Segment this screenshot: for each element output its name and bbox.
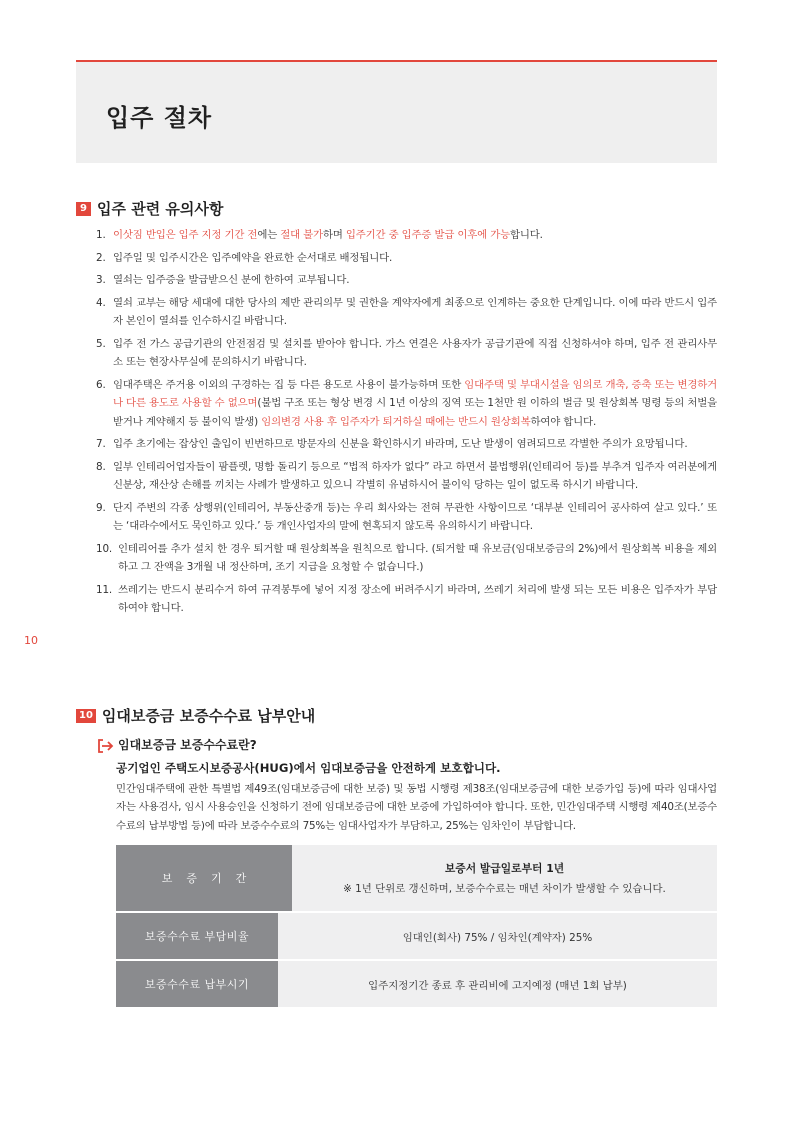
guarantee-fee-table bbox=[116, 845, 717, 1007]
list-item bbox=[96, 226, 717, 244]
list-item bbox=[96, 294, 717, 331]
table-label: 보증기간 bbox=[116, 845, 292, 911]
list-item-text: 하며 bbox=[322, 229, 346, 241]
body-paragraph: 민간임대주택에 관한 특별법 제49조(임대보증금에 대한 보증) 및 동법 시행령 제38조(임대보증금에 대한 보증가입 등)에 따라 임대사업자는 사용검사, 임시 사용승인을 신청하기 전에 임대보증금에 대한 보증에 가입하여야 합니다. 또한, 민간임대주택 시행령 제40조(보증수수료의 납부방법 등)에 따라 보증수수료의 75%는 임대사업자가 부담하고, 25%는 임차인이 부담합니다. bbox=[116, 783, 717, 832]
list-item-number: 3. bbox=[96, 274, 106, 287]
sub-heading-text: 임대보증금 보증수수료란? bbox=[118, 738, 257, 752]
list-item-text: 합니다. bbox=[509, 229, 543, 241]
list-item-text: 열쇠 교부는 해당 세대에 대한 당사의 제반 관리의무 및 권한을 계약자에게 최종으로 인계하는 중요한 단계입니다. 이에 따라 반드시 입주자 본인이 열쇠를 인수하시길 바랍니다. bbox=[113, 296, 717, 328]
list-item-number: 7. bbox=[96, 438, 106, 451]
highlighted-text: 입주기간 중 입주증 발급 이후에 가능 bbox=[345, 229, 510, 241]
list-item-number: 11. bbox=[96, 583, 113, 596]
sub-heading bbox=[98, 736, 257, 753]
table-value-main: 보증서 발급일로부터 1년 bbox=[444, 862, 565, 875]
list-item-number: 6. bbox=[96, 378, 106, 391]
list-item-number: 4. bbox=[96, 296, 106, 309]
table-value: 입주지정기간 종료 후 관리비에 고지예정 (매년 1회 납부) bbox=[278, 961, 717, 1007]
list-item-number: 2. bbox=[96, 251, 106, 264]
list-item-text: 일부 인테리어업자들이 팜플렛, 명함 돌리기 등으로 “법적 하자가 없다” 라고 하면서 불법행위(인테리어 등)를 부추겨 입주자 여러분에게 신분상, 재산상 손해를 끼치는 사례가 발생하고 있으니 각별히 유념하시어 불이익 당하는 일이 없도록 하시기 바랍니다. bbox=[113, 460, 717, 492]
list-item bbox=[96, 581, 717, 618]
list-item bbox=[96, 540, 717, 577]
list-item-text: 입주일 및 입주시간은 입주예약을 완료한 순서대로 배정됩니다. bbox=[113, 251, 393, 264]
list-item-number: 5. bbox=[96, 337, 106, 350]
list-item-number: 9. bbox=[96, 501, 106, 514]
list-item-text: 열쇠는 입주증을 발급받으신 분에 한하여 교부됩니다. bbox=[113, 274, 350, 287]
list-item-text: 에는 bbox=[257, 229, 281, 241]
table-label: 보증수수료 부담비율 bbox=[116, 913, 278, 959]
list-item-text: 입주 초기에는 잡상인 출입이 빈번하므로 방문자의 신분을 확인하시기 바라며, 도난 발생이 염려되므로 각별한 주의가 요망됩니다. bbox=[113, 438, 688, 451]
section-10-header bbox=[76, 705, 315, 726]
section-title: 임대보증금 보증수수료 납부안내 bbox=[101, 707, 316, 725]
highlighted-text: 임의변경 사용 후 입주자가 퇴거하실 때에는 반드시 원상회복 bbox=[261, 415, 531, 428]
list-item-text: 단지 주변의 각종 상행위(인테리어, 부동산중개 등)는 우리 회사와는 전혀 무관한 사항이므로 ‘대부분 인테리어 공사하여 살고 있다.’ 또는 ‘대라수에서도 묵인하고 있다.’ 등 개인사업자의 말에 현혹되지 않도록 유의하시기 바랍니다. bbox=[113, 501, 717, 533]
list-item bbox=[96, 376, 717, 431]
highlighted-text: 임대주택 및 부대시설을 임의로 개축, 증축 또는 변경하거나 다른 용도로 사용할 수 없으며 bbox=[113, 378, 717, 410]
page-number: 10 bbox=[24, 634, 38, 647]
list-item-text: 임대주택은 주거용 이외의 구경하는 집 등 다른 용도로 사용이 불가능하며 또한 bbox=[113, 378, 465, 391]
notice-list bbox=[96, 226, 717, 622]
lead-text: 공기업인 주택도시보증공사(HUG)에서 임대보증금을 안전하게 보호합니다. bbox=[116, 761, 501, 775]
list-item-number: 1. bbox=[96, 229, 106, 241]
section-number-badge: 9 bbox=[76, 202, 91, 216]
table-row bbox=[116, 913, 717, 959]
list-item-number: 10. bbox=[96, 542, 113, 555]
page-title-box bbox=[76, 62, 717, 163]
list-item-text: 인테리어를 추가 설치 한 경우 퇴거할 때 원상회복을 원칙으로 합니다. (퇴거할 때 유보금(임대보증금의 2%)에서 원상회복 비용을 제외하고 그 잔액을 3개월 내 정산하며, 조기 지급을 요청할 수 없습니다.) bbox=[118, 542, 717, 574]
list-item-text: 입주 전 가스 공급기관의 안전점검 및 설치를 받아야 합니다. 가스 연결은 사용자가 공급기관에 직접 신청하셔야 하며, 입주 전 관리사무소 또는 현장사무실에 문의하시기 바랍니다. bbox=[113, 337, 717, 369]
list-item bbox=[96, 249, 717, 267]
list-item bbox=[96, 499, 717, 536]
section-9-header bbox=[76, 198, 223, 219]
highlighted-text: 이삿짐 반입은 입주 지정 기간 전 bbox=[113, 229, 258, 241]
arrow-right-icon bbox=[98, 738, 114, 752]
section-title: 입주 관련 유의사항 bbox=[97, 200, 224, 218]
list-item bbox=[96, 335, 717, 372]
list-item-text: (불법 구조 또는 형상 변경 시 1년 이상의 징역 또는 1천만 원 이하의 벌금 및 원상회복 명령 등의 처벌을 받거나 계약해지 등 불이익 발생) bbox=[113, 397, 717, 428]
list-item-text: 쓰레기는 반드시 분리수거 하여 규격봉투에 넣어 지정 장소에 버려주시기 바라며, 쓰레기 처리에 발생 되는 모든 비용은 입주자가 부담하여야 합니다. bbox=[118, 583, 717, 615]
list-item bbox=[96, 435, 717, 453]
highlighted-text: 절대 불가 bbox=[280, 229, 323, 241]
table-value-note: ※ 1년 단위로 갱신하며, 보증수수료는 매년 차이가 발생할 수 있습니다. bbox=[343, 883, 666, 895]
list-item bbox=[96, 271, 717, 289]
table-row bbox=[116, 845, 717, 911]
table-value: 임대인(회사) 75% / 임차인(계약자) 25% bbox=[278, 913, 717, 959]
table-row bbox=[116, 961, 717, 1007]
list-item-text: 하여야 합니다. bbox=[530, 415, 597, 428]
section-number-badge: 10 bbox=[76, 709, 96, 723]
table-value bbox=[292, 845, 717, 911]
page-title: 입주 절차 bbox=[106, 104, 213, 132]
table-label: 보증수수료 납부시기 bbox=[116, 961, 278, 1007]
list-item-number: 8. bbox=[96, 460, 106, 473]
list-item bbox=[96, 458, 717, 495]
